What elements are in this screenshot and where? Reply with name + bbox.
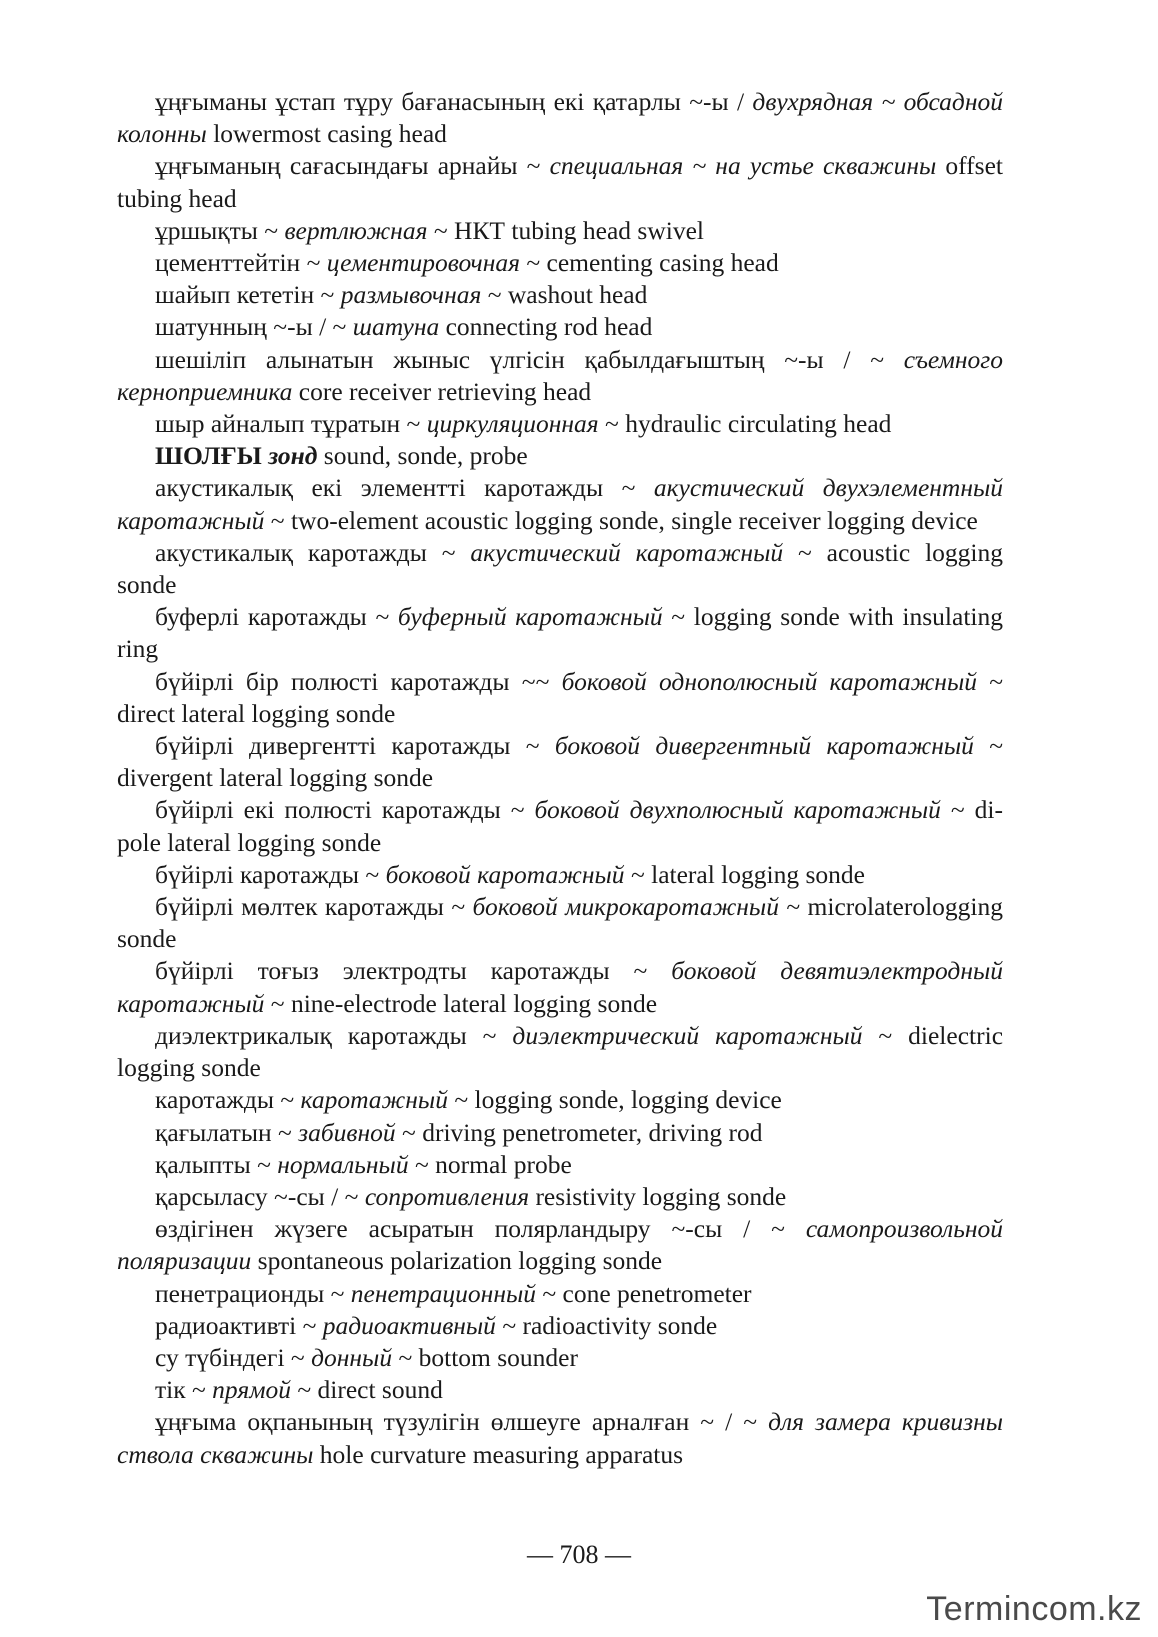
english-term: ~ cone penetrometer (535, 1278, 752, 1308)
kazakh-term: бүйірлі бір полюсті каротажды ~~ (155, 666, 562, 696)
english-term: offset tubing head (117, 151, 1003, 213)
dictionary-entry (117, 601, 1003, 665)
english-term: ~ microlaterologging sonde (117, 892, 1003, 954)
russian-term: нормальный (277, 1149, 409, 1179)
russian-term: для замера кривизны ствола скважины (117, 1407, 1003, 1469)
russian-term: пенетрационный (350, 1278, 536, 1308)
english-term: ~ direct lateral logging sonde (117, 666, 1003, 728)
kazakh-term: ұңғыманың сағасындағы арнайы ~ (155, 151, 550, 181)
english-term: ~ direct sound (290, 1375, 443, 1405)
dictionary-entry (117, 537, 1003, 601)
dictionary-entry (117, 1020, 1003, 1084)
dictionary-entries (117, 86, 1003, 1471)
english-term: ~ lateral logging sonde (624, 859, 865, 889)
dictionary-entry (117, 472, 1003, 536)
kazakh-term: шайып кететін ~ (155, 280, 341, 310)
dictionary-entry (117, 1213, 1003, 1277)
dictionary-entry (117, 1149, 1003, 1181)
kazakh-term: қағылатын ~ (155, 1117, 299, 1147)
dictionary-entry (117, 794, 1003, 858)
russian-term: размывочная (340, 280, 482, 310)
dictionary-entry (117, 215, 1003, 247)
english-term: ~ НКТ tubing head swivel (427, 215, 704, 245)
russian-term: боковой дивергентный каротажный (554, 731, 974, 761)
dictionary-entry (117, 150, 1003, 214)
kazakh-term: акустикалық екі элементті каротажды ~ (155, 473, 654, 503)
english-term: ~ dielectric logging sonde (117, 1020, 1004, 1083)
kazakh-term: акустикалық каротажды ~ (155, 537, 471, 567)
russian-term: циркуляционная (426, 409, 599, 439)
english-term: ~ driving penetrometer, driving rod (395, 1117, 763, 1147)
russian-term: цементировочная (326, 248, 520, 278)
kazakh-term: өздігінен жүзеге асыратын полярландыру ~-сы / ~ (155, 1214, 806, 1244)
russian-term: каротажный (300, 1085, 448, 1115)
english-term: ~ hydraulic circulating head (598, 409, 892, 439)
dictionary-entry (117, 1374, 1003, 1406)
russian-term: вертлюжная (284, 215, 428, 245)
kazakh-term: пенетрационды ~ (155, 1278, 351, 1308)
english-term: ~ bottom sounder (392, 1342, 578, 1372)
kazakh-term: радиоактивті ~ (155, 1310, 323, 1340)
english-term: sound, sonde, probe (317, 441, 528, 471)
russian-term: сопротивления (364, 1181, 530, 1211)
kazakh-term: шатунның ~-ы / ~ (155, 312, 353, 342)
russian-term: акустический каротажный (470, 537, 784, 567)
dictionary-entry (117, 1406, 1003, 1470)
english-term: ~ washout head (481, 280, 648, 310)
english-term: ~ logging sonde with insulating ring (117, 602, 1004, 664)
english-term: lowermost casing head (206, 119, 447, 149)
dictionary-entry (117, 1084, 1003, 1116)
russian-term: забивной (298, 1117, 396, 1147)
kazakh-term: бүйірлі дивергентті каротажды ~ (155, 731, 555, 761)
dictionary-entry (117, 86, 1003, 150)
dictionary-entry (117, 1342, 1003, 1374)
russian-term: боковой микрокаротажный (472, 892, 779, 922)
english-term: connecting rod head (439, 312, 653, 342)
russian-term: самопроизвольной поляризации (117, 1214, 1003, 1276)
russian-term: буферный каротажный (397, 602, 663, 632)
english-term: spontaneous polarization logging sonde (251, 1246, 663, 1276)
dictionary-entry (117, 730, 1003, 794)
dictionary-entry (117, 440, 1003, 472)
russian-term: специальная ~ на устье скважины (549, 151, 937, 181)
dictionary-entry (117, 279, 1003, 311)
kazakh-term: тік ~ (155, 1375, 213, 1405)
english-term: ~ cementing casing head (519, 248, 779, 278)
kazakh-term: ұңғыманы ұстап тұру бағанасының екі қатарлы ~-ы / (155, 87, 753, 116)
russian-term: прямой (212, 1375, 291, 1405)
russian-term: съемного керноприемника (117, 344, 1003, 406)
dictionary-entry (117, 859, 1003, 891)
english-term: ~ nine-electrode lateral logging sonde (264, 988, 658, 1018)
russian-term: диэлектрический каротажный (512, 1020, 863, 1050)
dictionary-entry (117, 1310, 1003, 1342)
english-term: ~ di-pole lateral logging sonde (117, 795, 1003, 857)
russian-term: боковой каротажный (385, 859, 625, 889)
kazakh-term: диэлектрикалық каротажды ~ (155, 1020, 513, 1050)
dictionary-entry (117, 408, 1003, 440)
russian-term: боковой девятиэлектродный каротажный (117, 956, 1003, 1018)
russian-term: радиоактивный (322, 1310, 496, 1340)
kazakh-term: бүйірлі екі полюсті каротажды ~ (155, 795, 535, 825)
english-term: ~ acoustic logging sonde (117, 537, 1003, 600)
dictionary-entry (117, 955, 1003, 1019)
dictionary-entry (117, 1181, 1003, 1213)
english-term: ~ radioactivity sonde (495, 1310, 718, 1340)
kazakh-term: бүйірлі мөлтек каротажды ~ (155, 892, 473, 922)
russian-term: шатуна (352, 312, 440, 342)
kazakh-term: бүйірлі каротажды ~ (155, 859, 386, 889)
headword: ШОЛҒЫ (155, 441, 262, 471)
kazakh-term: қалыпты ~ (155, 1149, 278, 1179)
russian-term: боковой однополюсный каротажный (561, 666, 977, 696)
russian-term: акустический двухэлементный каротажный (117, 473, 1003, 535)
english-term: ~ normal probe (408, 1149, 572, 1179)
english-term: core receiver retrieving head (292, 376, 592, 406)
russian-term: донный (311, 1342, 393, 1372)
english-term: ~ two-element acoustic logging sonde, single receiver logging device (264, 505, 978, 535)
dictionary-entry (117, 311, 1003, 343)
kazakh-term: бүйірлі тоғыз электродты каротажды ~ (155, 956, 672, 986)
english-term: ~ logging sonde, logging device (447, 1085, 782, 1115)
kazakh-term: шыр айналып тұратын ~ (155, 409, 427, 439)
kazakh-term: қарсыласу ~-сы / ~ (155, 1181, 365, 1211)
kazakh-term: каротажды ~ (155, 1085, 301, 1115)
kazakh-term: цементтейтін ~ (155, 248, 327, 278)
page-number: — 708 — (527, 1540, 631, 1569)
russian-term: боковой двухполюсный каротажный (534, 795, 941, 825)
dictionary-entry (117, 344, 1003, 408)
dictionary-entry (117, 247, 1003, 279)
kazakh-term: шешіліп алынатын жыныс үлгісін қабылдағыштың ~-ы / ~ (155, 344, 904, 374)
kazakh-term: ұңғыма оқпанының түзулігін өлшеуге арналған ~ / ~ (155, 1407, 769, 1437)
dictionary-entry (117, 1278, 1003, 1310)
dictionary-entry (117, 891, 1003, 955)
russian-term: двухрядная ~ обсадной колонны (117, 87, 1003, 149)
termincom-logo: Termincom.kz (926, 1590, 1142, 1628)
kazakh-term: буферлі каротажды ~ (155, 602, 398, 632)
english-term: resistivity logging sonde (529, 1181, 787, 1211)
dictionary-entry (117, 666, 1003, 730)
kazakh-term: су түбіндегі ~ (155, 1342, 312, 1372)
english-term: ~ divergent lateral logging sonde (117, 731, 1004, 793)
english-term: hole curvature measuring apparatus (313, 1439, 684, 1469)
dictionary-entry (117, 1117, 1003, 1149)
kazakh-term: ұршықты ~ (155, 215, 285, 245)
headword-russian: зонд (268, 441, 318, 471)
